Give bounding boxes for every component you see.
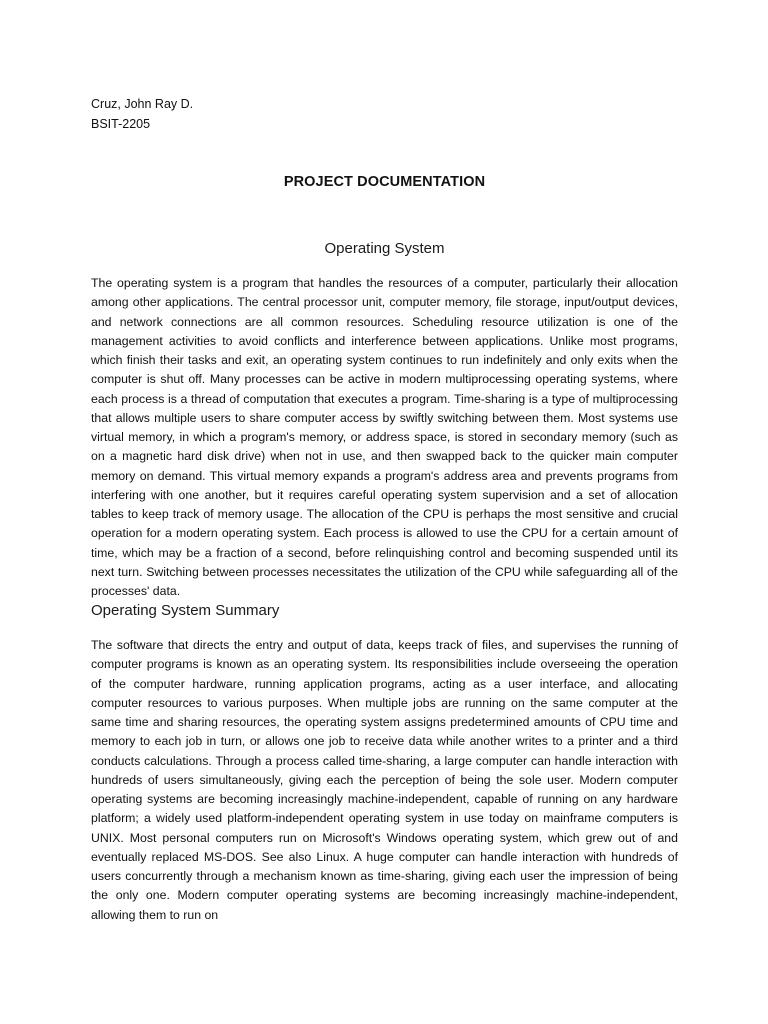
- author-name: Cruz, John Ray D.: [91, 97, 194, 111]
- section-heading-operating-system: Operating System: [324, 240, 445, 257]
- document-title: PROJECT DOCUMENTATION: [283, 174, 486, 190]
- section-body-operating-system: The operating system is a program that handles the resources of a computer, particularly their allocation among other applications. The central processor unit, computer memory, file storage, input/output devices, and network connections are all common resources. Scheduling resource utilization is one of the management activities to avoid conflicts and interference between applications. Unlike most programs, which finish their tasks and exit, an operating system continues to run indefinitely and only exits when the computer is shut off. Many processes can be active in modern multiprocessing operating systems, where each process is a thread of computation that executes a program. Time-sharing is a type of multiprocessing that allows multiple users to share computer access by swiftly switching between them. Most systems use virtual memory, in which a program's memory, or address space, is stored in secondary memory (such as on a magnetic hard disk drive) when not in use, and then swapped back to the quicker main computer memory on demand. This virtual memory expands a program's address area and prevents programs from interfering with one another, but it requires careful operating system supervision and a set of allocation tables to keep track of memory usage. The allocation of the CPU is perhaps the most sensitive and crucial operation for a modern operating system. Each process is allowed to use the CPU for a certain amount of time, which may be a fraction of a second, before relinquishing control and becoming suspended until its next turn. Switching between processes necessitates the utilization of the CPU while safeguarding all of the processes' data.: [91, 276, 678, 598]
- section-body-summary: The software that directs the entry and output of data, keeps track of files, and supervises the running of computer programs is known as an operating system. Its responsibilities include overseeing the operation of the computer hardware, running application programs, acting as a user interface, and allocating computer resources to various purposes. When multiple jobs are running on the same computer at the same time and sharing resources, the operating system assigns predetermined amounts of CPU time and memory to each job in turn, or allows one job to receive data while another writes to a printer and a third conducts calculations. Through a process called time-sharing, a large computer can handle interaction with hundreds of users simultaneously, giving each the perception of being the sole user. Modern computer operating systems are becoming increasingly machine-independent, capable of running on any hardware platform; a widely used platform-independent operating system in use today on mainframe computers is UNIX. Most personal computers run on Microsoft's Windows operating system, which grew out of and eventually replaced MS-DOS. See also Linux. A huge computer can handle interaction with hundreds of users concurrently through a mechanism known as time-sharing, giving each user the impression of being the only one. Modern computer operating systems are becoming increasingly machine-independent, allowing them to run on: [91, 638, 678, 922]
- document-content: [91, 94, 678, 922]
- class-section: BSIT-2205: [91, 117, 151, 131]
- section-heading-summary: Operating System Summary: [91, 602, 280, 619]
